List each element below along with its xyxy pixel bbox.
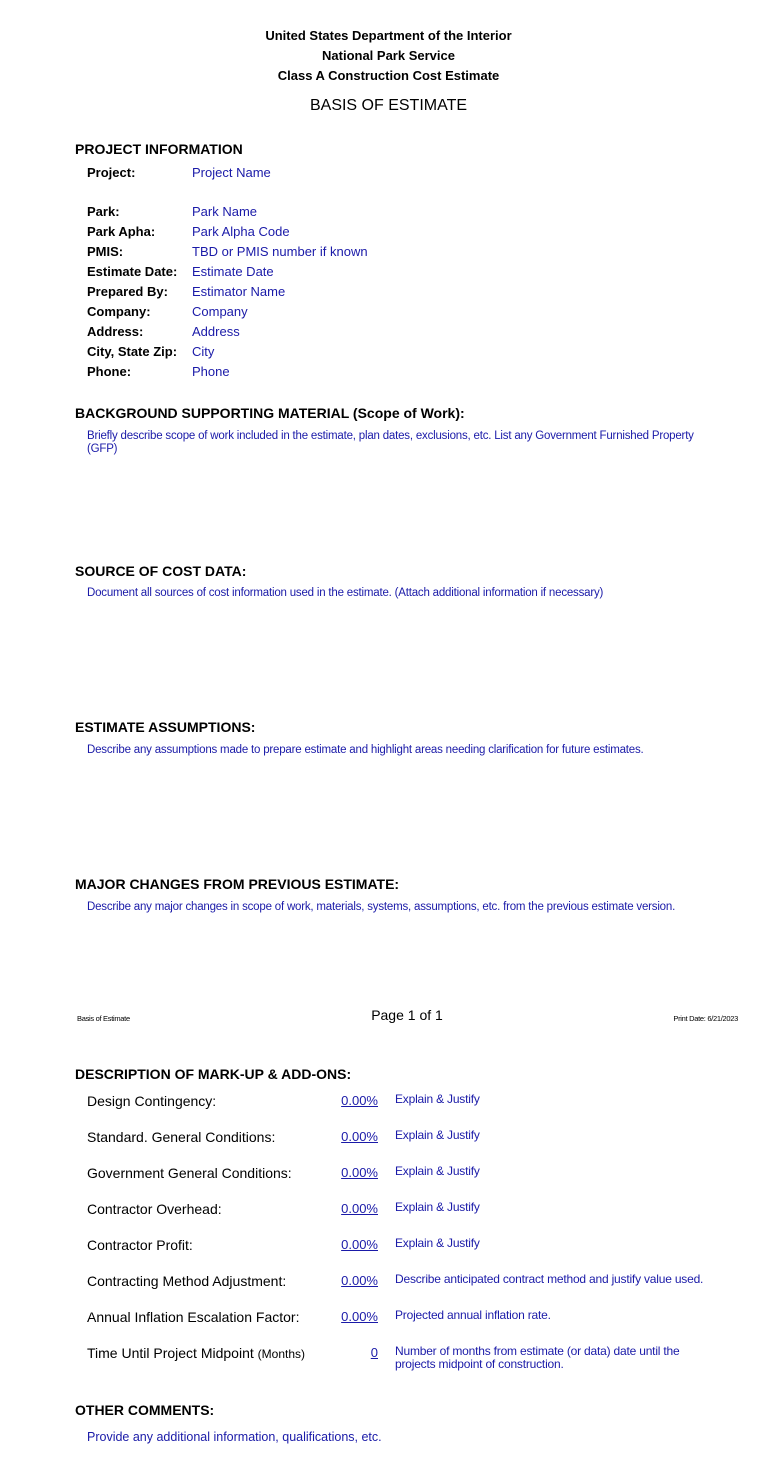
project-midpoint-label (87, 1344, 305, 1363)
project-label: Project: (87, 165, 136, 180)
assumptions-text[interactable]: Describe any assumptions made to prepare estimate and highlight areas needing clarification for future estimates. (87, 744, 644, 756)
prepared-by-value[interactable]: Estimator Name (192, 284, 286, 299)
design-contingency-value[interactable]: 0.00% (341, 1093, 378, 1108)
source-text[interactable]: Document all sources of cost information used in the estimate. (Attach additional information if necessary) (87, 587, 604, 599)
pmis-value[interactable]: TBD or PMIS number if known (192, 244, 368, 259)
project-midpoint-label-text: Time Until Project Midpoint (87, 1345, 254, 1361)
source-heading: SOURCE OF COST DATA: (75, 563, 247, 579)
standard-general-conditions-label: Standard. General Conditions: (87, 1129, 276, 1145)
other-comments-text[interactable]: Provide any additional information, qualifications, etc. (87, 1430, 382, 1444)
government-general-conditions-value[interactable]: 0.00% (341, 1165, 378, 1180)
contractor-overhead-note[interactable]: Explain & Justify (395, 1200, 480, 1214)
address-label: Address: (87, 324, 144, 339)
contractor-overhead-value[interactable]: 0.00% (341, 1201, 378, 1216)
changes-heading: MAJOR CHANGES FROM PREVIOUS ESTIMATE: (75, 876, 400, 892)
phone-value[interactable]: Phone (192, 364, 230, 379)
agency-line-3: Class A Construction Cost Estimate (277, 68, 500, 83)
inflation-factor-label: Annual Inflation Escalation Factor: (87, 1309, 300, 1325)
city-state-zip-label: City, State Zip: (87, 344, 178, 359)
park-label: Park: (87, 204, 120, 219)
standard-general-conditions-value[interactable]: 0.00% (341, 1129, 378, 1144)
inflation-factor-value[interactable]: 0.00% (341, 1309, 378, 1324)
company-label: Company: (87, 304, 151, 319)
phone-label: Phone: (87, 364, 132, 379)
changes-text[interactable]: Describe any major changes in scope of work, materials, systems, assumptions, etc. from the previous estimate version. (87, 901, 676, 913)
address-value[interactable]: Address (192, 324, 240, 339)
agency-line-1: United States Department of the Interior (265, 28, 512, 43)
estimate-date-value[interactable]: Estimate Date (192, 264, 274, 279)
contracting-method-label: Contracting Method Adjustment: (87, 1273, 287, 1289)
government-general-conditions-note[interactable]: Explain & Justify (395, 1164, 480, 1178)
government-general-conditions-label: Government General Conditions: (87, 1165, 292, 1181)
prepared-by-label: Prepared By: (87, 284, 168, 299)
background-heading: BACKGROUND SUPPORTING MATERIAL (Scope of Work): (75, 405, 465, 421)
contractor-profit-note[interactable]: Explain & Justify (395, 1236, 480, 1250)
standard-general-conditions-note[interactable]: Explain & Justify (395, 1128, 480, 1142)
project-info-heading: PROJECT INFORMATION (75, 141, 243, 157)
company-value[interactable]: Company (192, 304, 248, 319)
design-contingency-label: Design Contingency: (87, 1093, 217, 1109)
contracting-method-value[interactable]: 0.00% (341, 1273, 378, 1288)
city-state-zip-value[interactable]: City (192, 344, 215, 359)
park-value[interactable]: Park Name (192, 204, 258, 219)
document-title: BASIS OF ESTIMATE (309, 97, 468, 114)
assumptions-heading: ESTIMATE ASSUMPTIONS: (75, 719, 256, 735)
project-midpoint-note[interactable]: Number of months from estimate (or data) date until the projects midpoint of construction. (395, 1344, 680, 1371)
project-midpoint-value[interactable]: 0 (370, 1345, 378, 1360)
project-midpoint-unit: (Months) (257, 1347, 305, 1361)
estimate-date-label: Estimate Date: (87, 264, 178, 279)
park-alpha-value[interactable]: Park Alpha Code (192, 224, 290, 239)
markup-heading: DESCRIPTION OF MARK-UP & ADD-ONS: (75, 1066, 352, 1082)
design-contingency-note[interactable]: Explain & Justify (395, 1092, 480, 1106)
contractor-overhead-label: Contractor Overhead: (87, 1201, 222, 1217)
contracting-method-note[interactable]: Describe anticipated contract method and justify value used. (395, 1272, 704, 1286)
agency-line-2: National Park Service (322, 48, 455, 63)
pmis-label: PMIS: (87, 244, 124, 259)
footer-doc-name: Basis of Estimate (77, 1014, 130, 1023)
agency-header (0, 26, 777, 86)
other-comments-heading: OTHER COMMENTS: (75, 1402, 215, 1418)
contractor-profit-value[interactable]: 0.00% (341, 1237, 378, 1252)
contractor-profit-label: Contractor Profit: (87, 1237, 193, 1253)
project-value[interactable]: Project Name (192, 165, 271, 180)
page-number: Page 1 of 1 (371, 1007, 443, 1023)
background-text[interactable]: Briefly describe scope of work included in the estimate, plan dates, exclusions, etc. List any Government Furnished Property (GFP) (87, 430, 694, 455)
park-alpha-label: Park Apha: (87, 224, 156, 239)
inflation-factor-note[interactable]: Projected annual inflation rate. (395, 1308, 551, 1322)
print-date: Print Date: 6/21/2023 (673, 1014, 738, 1023)
